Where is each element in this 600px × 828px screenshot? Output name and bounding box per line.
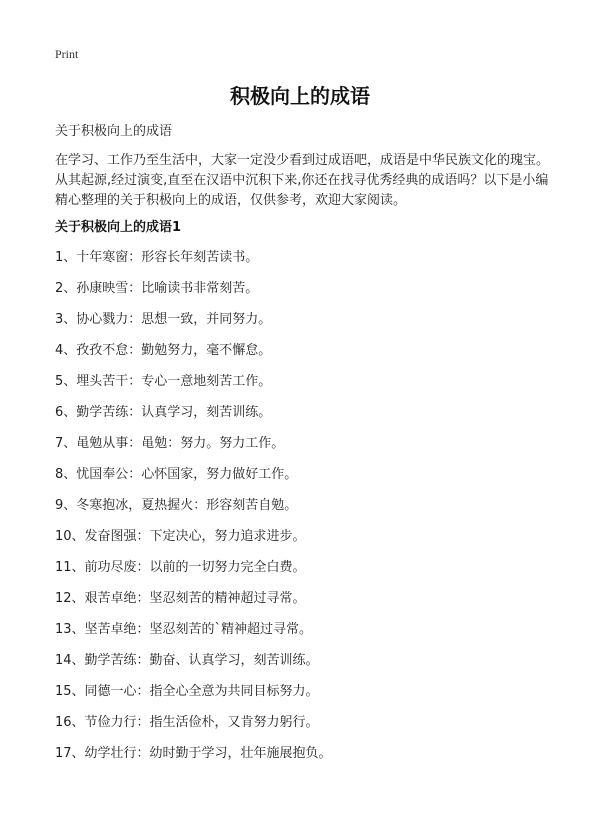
list-item: 1、十年寒窗：形容长年刻苦读书。: [55, 250, 259, 265]
list-item: 5、埋头苦干：专心一意地刻苦工作。: [55, 374, 272, 389]
list-item: 10、发奋图强：下定决心，努力追求进步。: [55, 529, 306, 544]
list-item: 13、坚苦卓绝：坚忍刻苦的`精神超过寻常。: [55, 622, 313, 637]
intro-paragraph: 在学习、工作乃至生活中，大家一定没少看到过成语吧，成语是中华民族文化的瑰宝。从其起源,经过演变,直至在汉语中沉积下来,你还在找寻优秀经典的成语吗？以下是小编精心整理的关于积极向上的成语，仅供参考，欢迎大家阅读。: [55, 153, 550, 208]
article-subtitle: 关于积极向上的成语: [55, 124, 173, 139]
print-link[interactable]: Print: [55, 47, 79, 61]
list-item: 14、勤学苦练：勤奋、认真学习，刻苦训练。: [55, 653, 319, 668]
idiom-list: [55, 248, 555, 775]
page-title: 积极向上的成语: [230, 84, 370, 108]
list-item: 2、孙康映雪：比喻读书非常刻苦。: [55, 281, 259, 296]
list-item: 9、冬寒抱冰，夏热握火：形容刻苦自勉。: [55, 498, 298, 513]
section-heading: 关于积极向上的成语1: [55, 220, 182, 235]
list-item: 17、幼学壮行：幼时勤于学习，壮年施展抱负。: [55, 746, 332, 761]
list-item: 3、协心戮力：思想一致，并同努力。: [55, 312, 272, 327]
list-item: 8、忧国奉公：心怀国家，努力做好工作。: [55, 467, 298, 482]
list-item: 15、同德一心：指全心全意为共同目标努力。: [55, 684, 319, 699]
list-item: 4、孜孜不怠：勤勉努力，毫不懈怠。: [55, 343, 272, 358]
list-item: 16、节俭力行：指生活俭朴，又肯努力躬行。: [55, 715, 319, 730]
list-item: 7、黾勉从事：黾勉：努力。努力工作。: [55, 436, 285, 451]
list-item: 12、艰苦卓绝：坚忍刻苦的精神超过寻常。: [55, 591, 306, 606]
list-item: 6、勤学苦练：认真学习，刻苦训练。: [55, 405, 272, 420]
list-item: 11、前功尽废：以前的一切努力完全白费。: [55, 560, 306, 575]
